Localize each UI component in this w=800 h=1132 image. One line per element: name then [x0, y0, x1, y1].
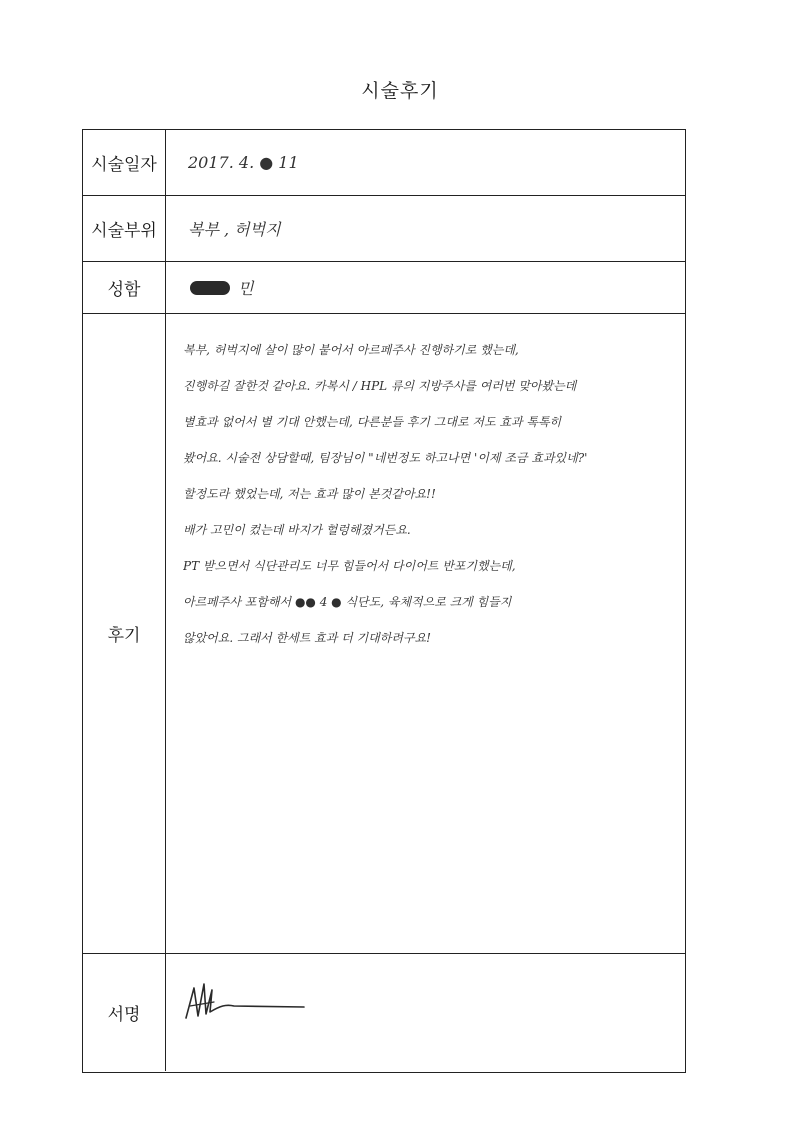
review-body: [183, 332, 675, 656]
signature-label: 서명: [83, 954, 166, 1071]
name-text: 민: [238, 279, 254, 298]
review-line: 배가 고민이 컸는데 바지가 헐렁해졌거든요.: [183, 523, 411, 537]
area-value: [166, 196, 685, 261]
row-date: [83, 130, 685, 196]
review-line: 할정도라 했었는데, 저는 효과 많이 본것같아요!!: [183, 487, 436, 501]
area-text: 복부 , 허벅지: [188, 220, 281, 239]
review-line: 않았어요. 그래서 한세트 효과 더 기대하려구요!: [183, 631, 431, 645]
review-line: PT 받으면서 식단관리도 너무 힘들어서 다이어트 반포기했는데,: [183, 559, 516, 573]
row-name: [83, 262, 685, 314]
review-label: 후기: [83, 314, 166, 953]
row-area: [83, 196, 685, 262]
form-title: 시술후기: [361, 80, 439, 102]
review-line: 복부, 허벅지에 살이 많이 붙어서 아르페주사 진행하기로 했는데,: [183, 343, 519, 357]
review-form: [82, 129, 686, 1073]
redacted-name-mark: [190, 281, 230, 295]
date-value: [166, 130, 685, 195]
area-label: 시술부위: [83, 196, 166, 261]
row-review: [83, 314, 685, 954]
review-line: 진행하길 잘한것 같아요. 카복시 / HPL 류의 지방주사를 여러번 맞아봤는데: [183, 379, 577, 393]
row-signature: [83, 954, 685, 1071]
review-line: 봤어요. 시술전 상담할때, 팀장님이 "네번정도 하고나면 '이제 조금 효과있네?': [183, 451, 588, 465]
review-line: 별효과 없어서 별 기대 안했는데, 다른분들 후기 그대로 저도 효과 톡톡히: [183, 415, 562, 429]
name-value: [166, 262, 685, 313]
date-label: 시술일자: [83, 130, 166, 195]
signature-mark: [180, 976, 310, 1026]
review-line: 아르페주사 포함해서 ●● 4 ● 식단도, 육체적으로 크게 힘들지: [183, 595, 512, 609]
date-text: 2017. 4. ● 11: [188, 153, 299, 172]
name-label: 성함: [83, 262, 166, 313]
